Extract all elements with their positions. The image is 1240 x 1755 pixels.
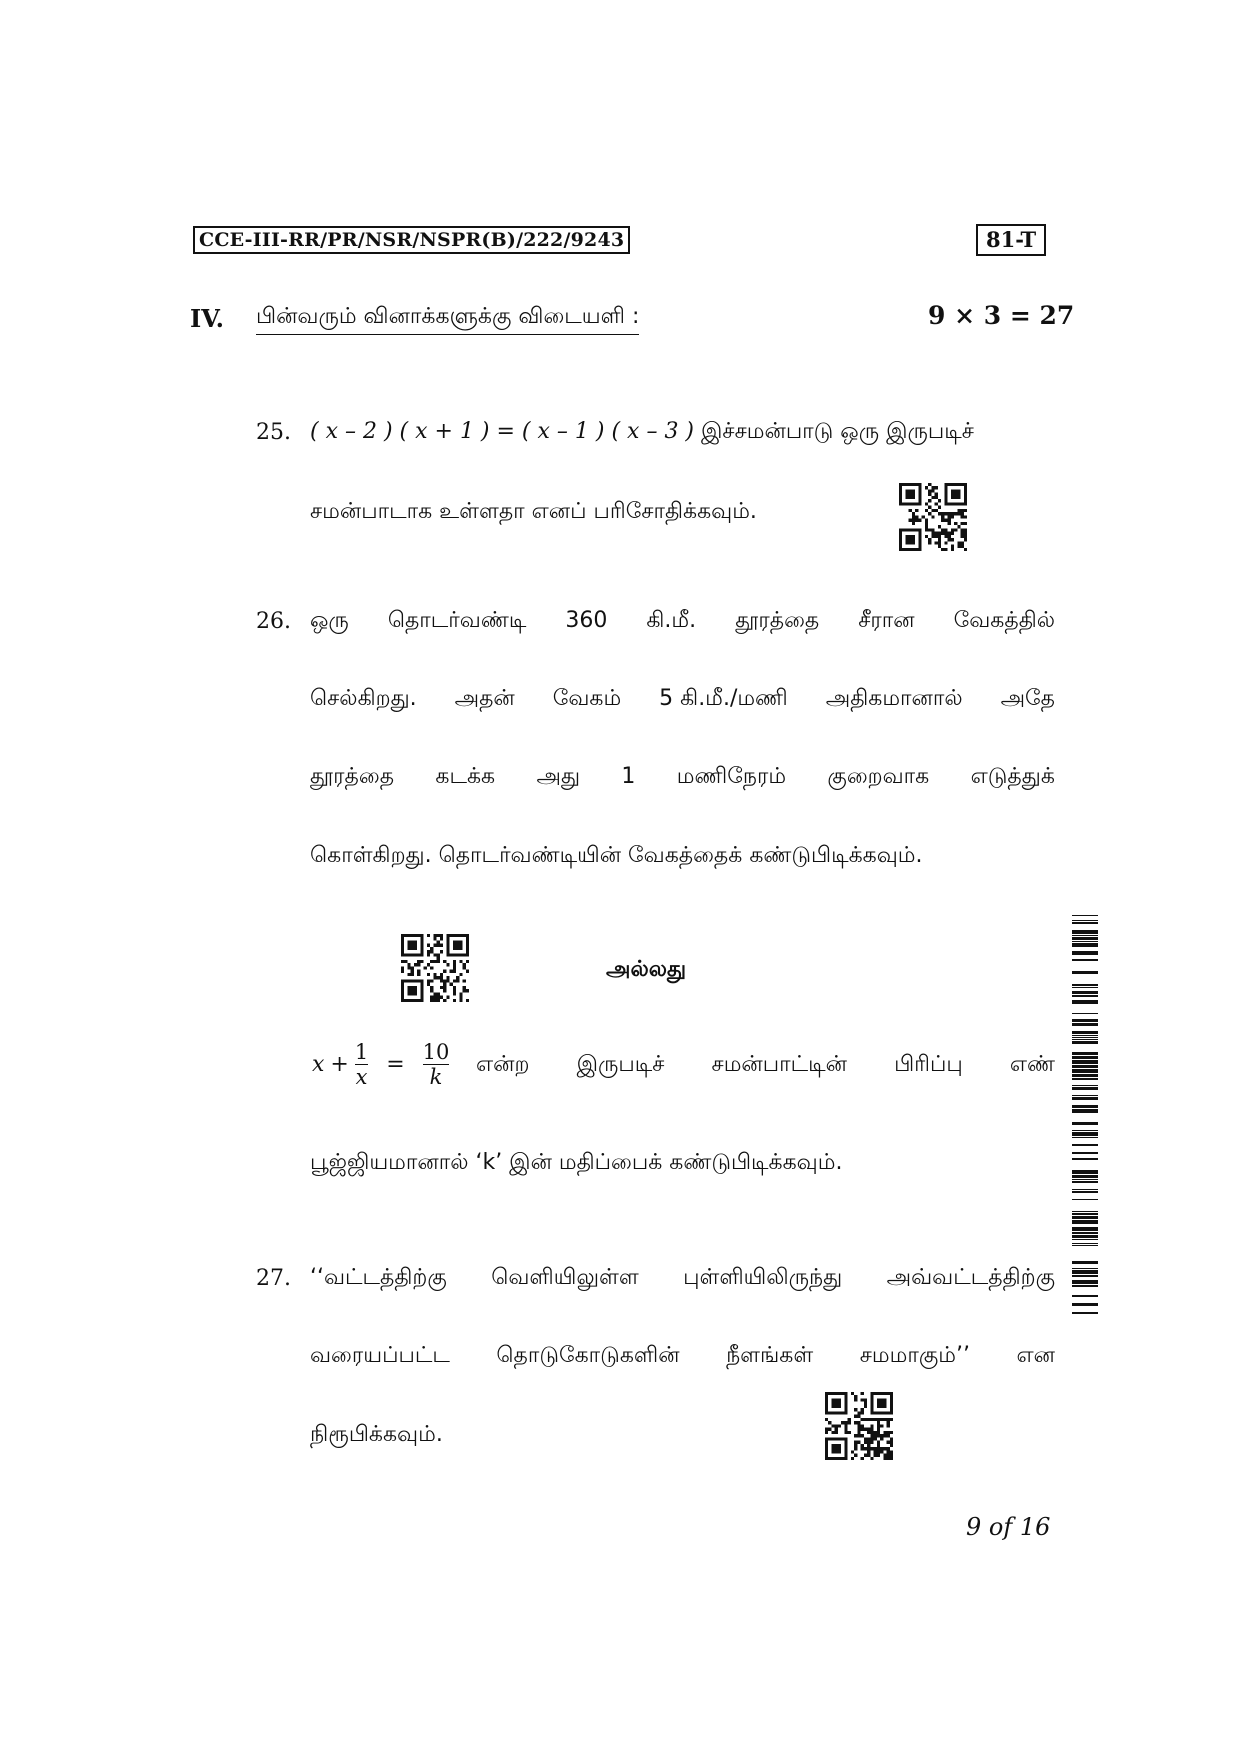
word: 360 xyxy=(565,608,608,633)
word: அதன் xyxy=(454,686,515,711)
question-number-27: 27. xyxy=(256,1266,291,1291)
section-title: பின்வரும் வினாக்களுக்கு விடையளி : xyxy=(256,304,639,335)
q26-alt-equation xyxy=(312,1040,449,1089)
q26-alt-line-1 xyxy=(476,1052,1055,1080)
word: செல்கிறது. xyxy=(310,686,417,711)
fraction-10-over-k xyxy=(423,1040,450,1089)
section-number: IV. xyxy=(190,304,225,333)
word: வேகம் xyxy=(552,686,622,711)
word: சமமாகும்’’ xyxy=(859,1343,970,1368)
word: அதே xyxy=(1000,686,1055,711)
word: குறைவாக xyxy=(827,764,930,789)
word: ஒரு xyxy=(310,608,349,633)
word: அதிகமானால் xyxy=(825,686,963,711)
word: தொடர்வண்டி xyxy=(387,608,527,633)
word: நீளங்கள் xyxy=(726,1343,814,1368)
word: கி.மீ. xyxy=(646,608,697,633)
q25-line-1-text: இச்சமன்பாடு ஒரு இருபடிச் xyxy=(701,419,974,444)
q25-line-2: சமன்பாடாக உள்ளதா எனப் பரிசோதிக்கவும். xyxy=(310,499,757,524)
word: தூரத்தை xyxy=(735,608,820,633)
numerator: 10 xyxy=(422,1040,450,1064)
paper-code: 81-T xyxy=(976,224,1046,256)
word: 5 கி.மீ./மணி xyxy=(659,686,788,711)
word: ‘‘வட்டத்திற்கு xyxy=(310,1265,447,1290)
word: தொடுகோடுகளின் xyxy=(496,1343,680,1368)
eq-equals: = xyxy=(386,1052,405,1077)
fraction-1-over-x xyxy=(355,1040,368,1089)
q26-line-1 xyxy=(310,608,1055,636)
barcode-icon xyxy=(1072,915,1098,1327)
qr-code-icon xyxy=(825,1392,893,1460)
word: சீரான xyxy=(858,608,915,633)
word: மணிநேரம் xyxy=(676,764,787,789)
q27-line-1 xyxy=(310,1265,1055,1293)
denominator: x xyxy=(355,1065,368,1089)
denominator: k xyxy=(429,1065,443,1089)
word: பிரிப்பு xyxy=(894,1052,963,1077)
q27-line-2 xyxy=(310,1343,1055,1371)
word: வரையப்பட்ட xyxy=(310,1343,450,1368)
eq-x: x xyxy=(312,1052,325,1077)
page-number: 9 of 16 xyxy=(966,1513,1051,1541)
qr-code-icon xyxy=(899,483,967,551)
word: என்ற xyxy=(476,1052,530,1077)
word: அது xyxy=(536,764,581,789)
word: வேகத்தில் xyxy=(953,608,1055,633)
section-marks: 9 × 3 = 27 xyxy=(928,301,1075,330)
word: கடக்க xyxy=(435,764,496,789)
or-label: அல்லது xyxy=(606,957,687,982)
word: அவ்வட்டத்திற்கு xyxy=(886,1265,1055,1290)
q25-equation: ( x – 2 ) ( x + 1 ) = ( x – 1 ) ( x – 3 ) xyxy=(310,419,695,444)
word: என xyxy=(1016,1343,1055,1368)
word: எண் xyxy=(1009,1052,1055,1077)
word: வெளியிலுள்ள xyxy=(491,1265,639,1290)
question-number-26: 26. xyxy=(256,609,291,634)
q26-alt-line-2: பூஜ்ஜியமானால் ‘k’ இன் மதிப்பைக் கண்டுபிடிக்கவும். xyxy=(310,1150,843,1175)
word: தூரத்தை xyxy=(310,764,395,789)
q26-line-3 xyxy=(310,764,1055,792)
q26-line-2 xyxy=(310,686,1055,714)
word: சமன்பாட்டின் xyxy=(711,1052,847,1077)
q27-line-3: நிரூபிக்கவும். xyxy=(310,1422,443,1447)
eq-plus: + xyxy=(330,1052,349,1077)
word: 1 xyxy=(621,764,636,789)
numerator: 1 xyxy=(354,1040,369,1064)
word: புள்ளியிலிருந்து xyxy=(683,1265,843,1290)
word: எடுத்துக் xyxy=(970,764,1055,789)
word: இருபடிச் xyxy=(576,1052,665,1077)
q25-line-1 xyxy=(310,419,974,447)
qr-code-icon xyxy=(401,934,469,1002)
q26-line-4: கொள்கிறது. தொடர்வண்டியின் வேகத்தைக் கண்டுபிடிக்கவும். xyxy=(310,843,923,868)
question-number-25: 25. xyxy=(256,420,291,445)
exam-code: CCE-III-RR/PR/NSR/NSPR(B)/222/9243 xyxy=(193,226,630,254)
